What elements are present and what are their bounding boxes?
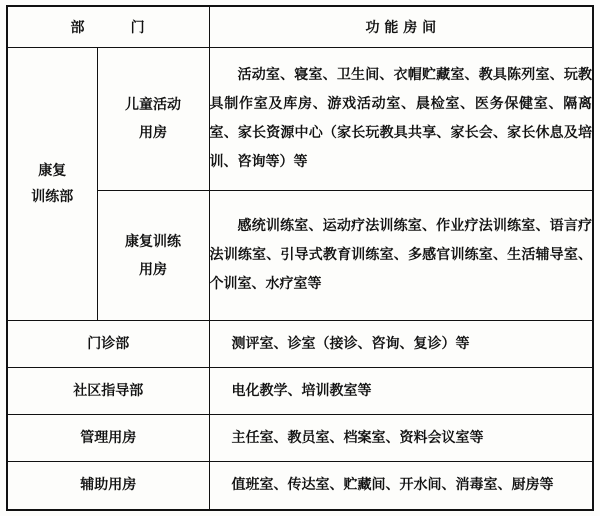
sub-dept-rehab-training-rooms: 康复训练 用房 [97,191,209,321]
header-functions: 功 能 房 间 [209,6,593,48]
dept-auxiliary: 辅助用房 [7,462,209,510]
functions-auxiliary: 值班室、传达室、贮藏间、开水间、消毒室、厨房等 [209,462,593,510]
functions-outpatient: 测评室、诊室（接诊、咨询、复诊）等 [209,321,593,368]
functions-community-guidance: 电化教学、培训教室等 [209,368,593,415]
dept-management: 管理用房 [7,415,209,462]
functions-management: 主任室、教员室、档案室、资料会议室等 [209,415,593,462]
table-row [7,368,593,415]
sub-dept-children-activity: 儿童活动 用房 [97,48,209,191]
table-row [7,462,593,510]
functions-rehab-training-rooms: 感统训练室、运动疗法训练室、作业疗法训练室、语言疗法训练室、引导式教育训练室、多感官训练室、生活辅导室、个训室、水疗室等 [209,191,593,321]
functions-children-activity: 活动室、寝室、卫生间、衣帽贮藏室、教具陈列室、玩教具制作室及库房、游戏活动室、晨检室、医务保健室、隔离室、家长资源中心（家长玩教具共享、家长会、家长休息及培训、咨询等）等 [209,48,593,191]
dept-rehab-training: 康复 训练部 [7,48,97,321]
function-rooms-table [6,5,594,511]
dept-community-guidance: 社区指导部 [7,368,209,415]
table-row [7,321,593,368]
table-header-row [7,6,593,48]
table-row [7,48,593,191]
header-department: 部 门 [7,6,209,48]
table-row [7,415,593,462]
dept-outpatient: 门诊部 [7,321,209,368]
